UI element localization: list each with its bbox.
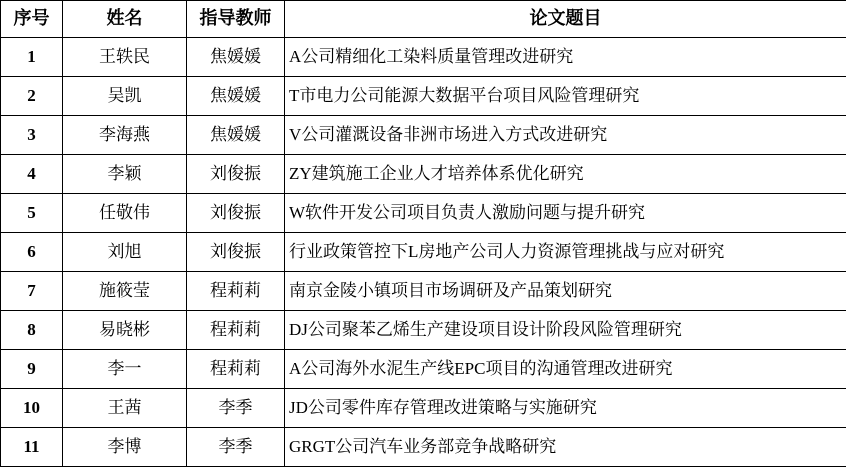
table-row (1, 389, 846, 428)
cell-index: 10 (1, 389, 63, 428)
cell-index: 2 (1, 77, 63, 116)
cell-title: ZY建筑施工企业人才培养体系优化研究 (285, 155, 846, 194)
column-header-index: 序号 (1, 1, 63, 38)
cell-index: 4 (1, 155, 63, 194)
cell-advisor: 焦媛媛 (187, 116, 285, 155)
cell-name: 易晓彬 (63, 311, 187, 350)
cell-advisor: 李季 (187, 389, 285, 428)
cell-advisor: 焦媛媛 (187, 77, 285, 116)
cell-title: A公司海外水泥生产线EPC项目的沟通管理改进研究 (285, 350, 846, 389)
cell-title: DJ公司聚苯乙烯生产建设项目设计阶段风险管理研究 (285, 311, 846, 350)
cell-advisor: 程莉莉 (187, 350, 285, 389)
cell-advisor: 刘俊振 (187, 155, 285, 194)
table-row (1, 116, 846, 155)
cell-title: 行业政策管控下L房地产公司人力资源管理挑战与应对研究 (285, 233, 846, 272)
table-row (1, 194, 846, 233)
cell-index: 7 (1, 272, 63, 311)
cell-name: 王轶民 (63, 38, 187, 77)
cell-name: 李颖 (63, 155, 187, 194)
cell-name: 吴凯 (63, 77, 187, 116)
table-row (1, 272, 846, 311)
cell-title: JD公司零件库存管理改进策略与实施研究 (285, 389, 846, 428)
cell-advisor: 程莉莉 (187, 272, 285, 311)
table-row (1, 155, 846, 194)
cell-advisor: 李季 (187, 428, 285, 467)
cell-index: 9 (1, 350, 63, 389)
cell-index: 5 (1, 194, 63, 233)
cell-index: 3 (1, 116, 63, 155)
column-header-title: 论文题目 (285, 1, 846, 38)
cell-title: V公司灌溉设备非洲市场进入方式改进研究 (285, 116, 846, 155)
cell-advisor: 焦媛媛 (187, 38, 285, 77)
cell-index: 1 (1, 38, 63, 77)
column-header-name: 姓名 (63, 1, 187, 38)
cell-title: T市电力公司能源大数据平台项目风险管理研究 (285, 77, 846, 116)
table-row (1, 311, 846, 350)
cell-name: 王茜 (63, 389, 187, 428)
cell-name: 李海燕 (63, 116, 187, 155)
cell-title: W软件开发公司项目负责人激励问题与提升研究 (285, 194, 846, 233)
table-header-row (1, 1, 846, 38)
cell-name: 施筱莹 (63, 272, 187, 311)
cell-name: 李一 (63, 350, 187, 389)
cell-name: 刘旭 (63, 233, 187, 272)
column-header-advisor: 指导教师 (187, 1, 285, 38)
cell-index: 11 (1, 428, 63, 467)
cell-title: GRGT公司汽车业务部竞争战略研究 (285, 428, 846, 467)
table-row (1, 38, 846, 77)
cell-title: 南京金陵小镇项目市场调研及产品策划研究 (285, 272, 846, 311)
cell-index: 6 (1, 233, 63, 272)
table-row (1, 77, 846, 116)
cell-advisor: 刘俊振 (187, 194, 285, 233)
table-row (1, 428, 846, 467)
cell-advisor: 刘俊振 (187, 233, 285, 272)
table-row (1, 350, 846, 389)
cell-index: 8 (1, 311, 63, 350)
cell-name: 任敬伟 (63, 194, 187, 233)
table-row (1, 233, 846, 272)
cell-advisor: 程莉莉 (187, 311, 285, 350)
cell-name: 李博 (63, 428, 187, 467)
cell-title: A公司精细化工染料质量管理改进研究 (285, 38, 846, 77)
